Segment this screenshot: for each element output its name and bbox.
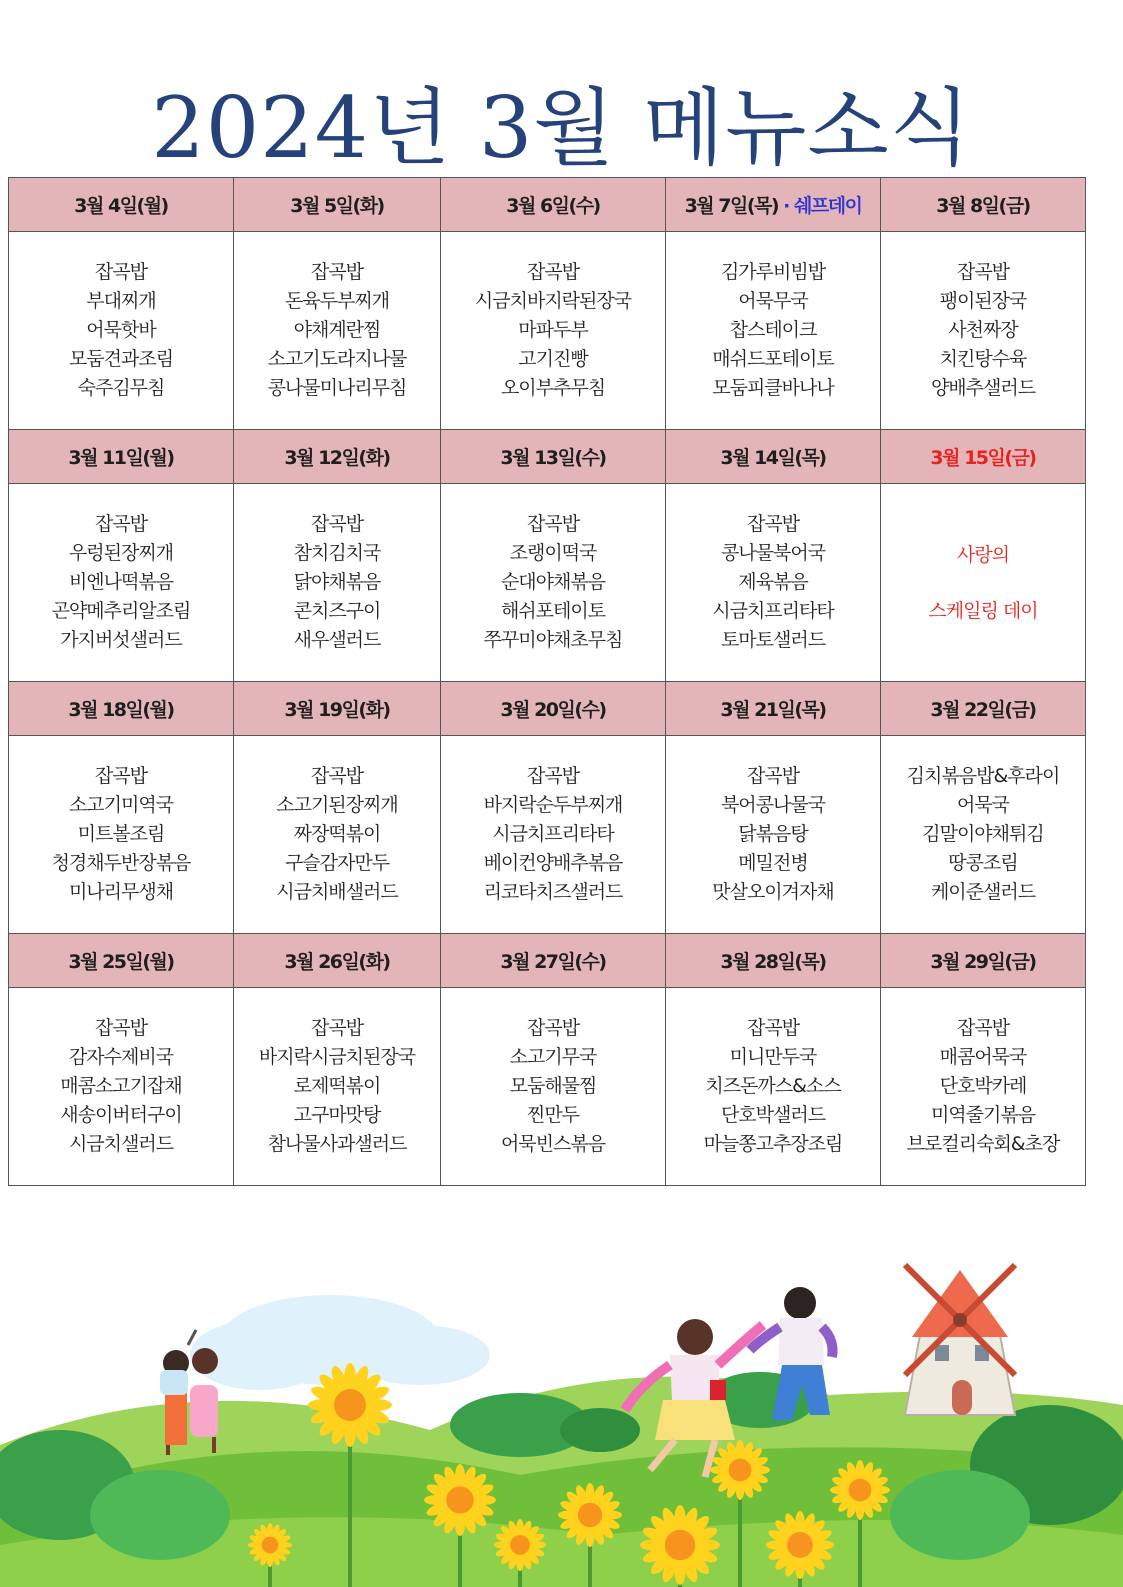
menu-item: 미역줄기볶음 [930,1104,1036,1126]
menu-item: 잡곡밥 [746,513,800,535]
menu-item: 땅콩조림 [948,852,1018,874]
menu-item: 잡곡밥 [956,1017,1010,1039]
day-date: 3월 19일(화) [284,699,390,721]
menu-item: 토마토샐러드 [720,629,826,651]
day-header [881,682,1086,736]
menu-item: 잡곡밥 [526,1017,580,1039]
menu-item: 소고기무국 [509,1046,597,1068]
menu-item: 잡곡밥 [746,1017,800,1039]
day-menu-cell [881,484,1086,682]
menu-item: 우렁된장찌개 [68,542,174,564]
day-menu-cell [234,484,441,682]
menu-item: 잡곡밥 [310,513,364,535]
menu-item: 고구마맛탕 [293,1104,381,1126]
menu-item: 팽이된장국 [939,290,1027,312]
day-menu-cell [441,988,666,1186]
day-date: 3월 12일(화) [284,447,390,469]
menu-item: 제육볶음 [738,571,808,593]
day-date: 3월 13일(수) [500,447,606,469]
menu-item: 모둠해물찜 [509,1075,597,1097]
menu-item: 잡곡밥 [526,513,580,535]
menu-item: 짜장떡볶이 [293,823,381,845]
week-header-row [9,178,1086,232]
day-header [441,682,666,736]
day-header [441,178,666,232]
menu-item: 치킨탕수육 [939,348,1027,370]
day-date: 3월 11일(월) [68,447,174,469]
day-date: 3월 26일(화) [284,951,390,973]
menu-item: 단호박샐러드 [720,1104,826,1126]
menu-item: 새송이버터구이 [60,1104,182,1126]
day-header [9,934,234,988]
menu-item: 매쉬드포테이토 [712,348,834,370]
menu-item: 잡곡밥 [94,261,148,283]
menu-item: 리코타치즈샐러드 [483,881,623,903]
day-date: 3월 20일(수) [500,699,606,721]
day-header [234,934,441,988]
menu-item: 부대찌개 [86,290,156,312]
day-date: 3월 22일(금) [930,699,1036,721]
menu-item: 바지락시금치된장국 [258,1046,416,1068]
day-menu-cell [441,232,666,430]
menu-item: 잡곡밥 [526,765,580,787]
menu-item: 순대야채볶음 [500,571,606,593]
day-menu-cell [9,988,234,1186]
menu-item: 시금치프리타타 [492,823,614,845]
menu-item: 어묵국 [956,794,1010,816]
menu-item: 김말이야채튀김 [922,823,1044,845]
menu-item: 잡곡밥 [746,765,800,787]
day-menu-cell [666,484,881,682]
day-header [234,178,441,232]
day-date: 3월 4일(월) [74,195,168,217]
menu-item: 구슬감자만두 [284,852,390,874]
menu-item: 어묵무국 [738,290,808,312]
day-date: 3월 28일(목) [720,951,826,973]
day-header [234,430,441,484]
menu-item: 미나리무생채 [68,881,174,903]
menu-item: 곤약메추리알조림 [51,600,191,622]
menu-item: 미니만두국 [729,1046,817,1068]
menu-item: 숙주김무침 [77,377,165,399]
menu-item: 찹스테이크 [729,319,817,341]
day-menu-cell [234,232,441,430]
day-date: 3월 27일(수) [500,951,606,973]
menu-item: 매콤어묵국 [939,1046,1027,1068]
day-date: 3월 7일(목) [684,195,779,217]
menu-item: 미트볼조림 [77,823,165,845]
day-header [441,430,666,484]
day-date: 3월 5일(화) [290,195,384,217]
day-header [9,430,234,484]
menu-item: 마파두부 [518,319,588,341]
menu-item: 브로컬리숙회&초장 [906,1133,1060,1155]
menu-item: 메밀전병 [738,852,808,874]
menu-item: 사랑의 [956,543,1010,566]
day-menu-cell [9,736,234,934]
day-menu-cell [666,232,881,430]
menu-item: 북어콩나물국 [720,794,826,816]
menu-item: 감자수제비국 [68,1046,174,1068]
page-title: 2024년 3월 메뉴소식 [151,79,972,177]
day-menu-cell [9,484,234,682]
menu-item: 모둠견과조림 [68,348,174,370]
week-header-row [9,682,1086,736]
day-date: 3월 29일(금) [930,951,1036,973]
menu-item: 해쉬포테이토 [500,600,606,622]
menu-item: 사천짜장 [948,319,1018,341]
menu-item: 잡곡밥 [310,765,364,787]
menu-item: 새우샐러드 [293,629,381,651]
menu-item: 잡곡밥 [526,261,580,283]
day-date: 3월 25일(월) [68,951,174,973]
menu-calendar [8,177,1086,1186]
day-date: 3월 21일(목) [720,699,826,721]
day-date: 3월 18일(월) [68,699,174,721]
day-header [9,682,234,736]
day-menu-cell [881,736,1086,934]
day-menu-cell [9,232,234,430]
menu-item: 닭야채볶음 [293,571,381,593]
menu-item: 치즈돈까스&소스 [705,1075,841,1097]
day-header [666,430,881,484]
menu-item: 단호박카레 [939,1075,1027,1097]
menu-item: 모둠피클바나나 [712,377,834,399]
menu-item: 참치김치국 [293,542,381,564]
menu-item: 어묵핫바 [86,319,156,341]
menu-item: 찐만두 [526,1104,580,1126]
menu-item: 잡곡밥 [94,1017,148,1039]
menu-item: 마늘쫑고추장조림 [703,1133,843,1155]
day-date: 3월 8일(금) [936,195,1030,217]
week-menu-row [9,484,1086,682]
menu-item: 잡곡밥 [94,513,148,535]
menu-item: 김가루비빔밥 [720,261,826,283]
day-date: 3월 15일(금) [930,447,1036,469]
week-header-row [9,430,1086,484]
menu-item: 잡곡밥 [94,765,148,787]
day-header [666,934,881,988]
menu-item: 쭈꾸미야채초무침 [483,629,623,651]
day-menu-cell [666,988,881,1186]
day-menu-cell [234,988,441,1186]
day-header [881,178,1086,232]
menu-item: 가지버섯샐러드 [60,629,182,651]
menu-item: 야채계란찜 [293,319,381,341]
menu-item: 고기진빵 [518,348,588,370]
menu-item: 맛살오이겨자채 [712,881,834,903]
day-date: 3월 6일(수) [506,195,600,217]
week-header-row [9,934,1086,988]
menu-item: 매콤소고기잡채 [60,1075,182,1097]
menu-item: 바지락순두부찌개 [483,794,623,816]
menu-item: 돈육두부찌개 [284,290,390,312]
menu-item: 양배추샐러드 [930,377,1036,399]
day-menu-cell [234,736,441,934]
day-menu-cell [441,484,666,682]
menu-item: 로제떡볶이 [293,1075,381,1097]
menu-item: 잡곡밥 [956,261,1010,283]
menu-item: 케이준샐러드 [930,881,1036,903]
menu-item: 시금치배샐러드 [276,881,398,903]
menu-item: 어묵빈스볶음 [500,1133,606,1155]
menu-item: 닭볶음탕 [738,823,808,845]
menu-item: 잡곡밥 [310,261,364,283]
menu-item: 비엔나떡볶음 [68,571,174,593]
day-header [666,682,881,736]
windmill-icon [905,1265,1015,1415]
menu-item: 콩나물북어국 [720,542,826,564]
menu-item: 콘치즈구이 [293,600,381,622]
menu-item: 참나물사과샐러드 [267,1133,407,1155]
menu-item: 오이부추무침 [500,377,606,399]
day-menu-cell [666,736,881,934]
day-header [666,178,881,232]
menu-item: 베이컨양배추볶음 [483,852,623,874]
menu-item: 시금치샐러드 [68,1133,174,1155]
spring-illustration [0,1215,1123,1587]
day-menu-cell [881,988,1086,1186]
menu-item: 콩나물미나리무침 [267,377,407,399]
day-menu-cell [881,232,1086,430]
day-header [234,682,441,736]
menu-item: 시금치프리타타 [712,600,834,622]
menu-item: 소고기도라지나물 [267,348,407,370]
day-menu-cell [441,736,666,934]
menu-item: 스케일링 데이 [928,599,1038,622]
menu-item: 조랭이떡국 [509,542,597,564]
menu-item: 청경채두반장볶음 [51,852,191,874]
day-date: 3월 14일(목) [720,447,826,469]
day-header [881,934,1086,988]
menu-item: 시금치바지락된장국 [474,290,632,312]
menu-item: 김치볶음밥&후라이 [906,765,1060,787]
week-menu-row [9,736,1086,934]
chef-day-badge: · 쉐프데이 [778,195,862,217]
menu-item: 잡곡밥 [310,1017,364,1039]
day-header [9,178,234,232]
menu-item: 소고기미역국 [68,794,174,816]
week-menu-row [9,232,1086,430]
menu-item: 소고기된장찌개 [276,794,398,816]
day-header [881,430,1086,484]
day-header [441,934,666,988]
week-menu-row [9,988,1086,1186]
